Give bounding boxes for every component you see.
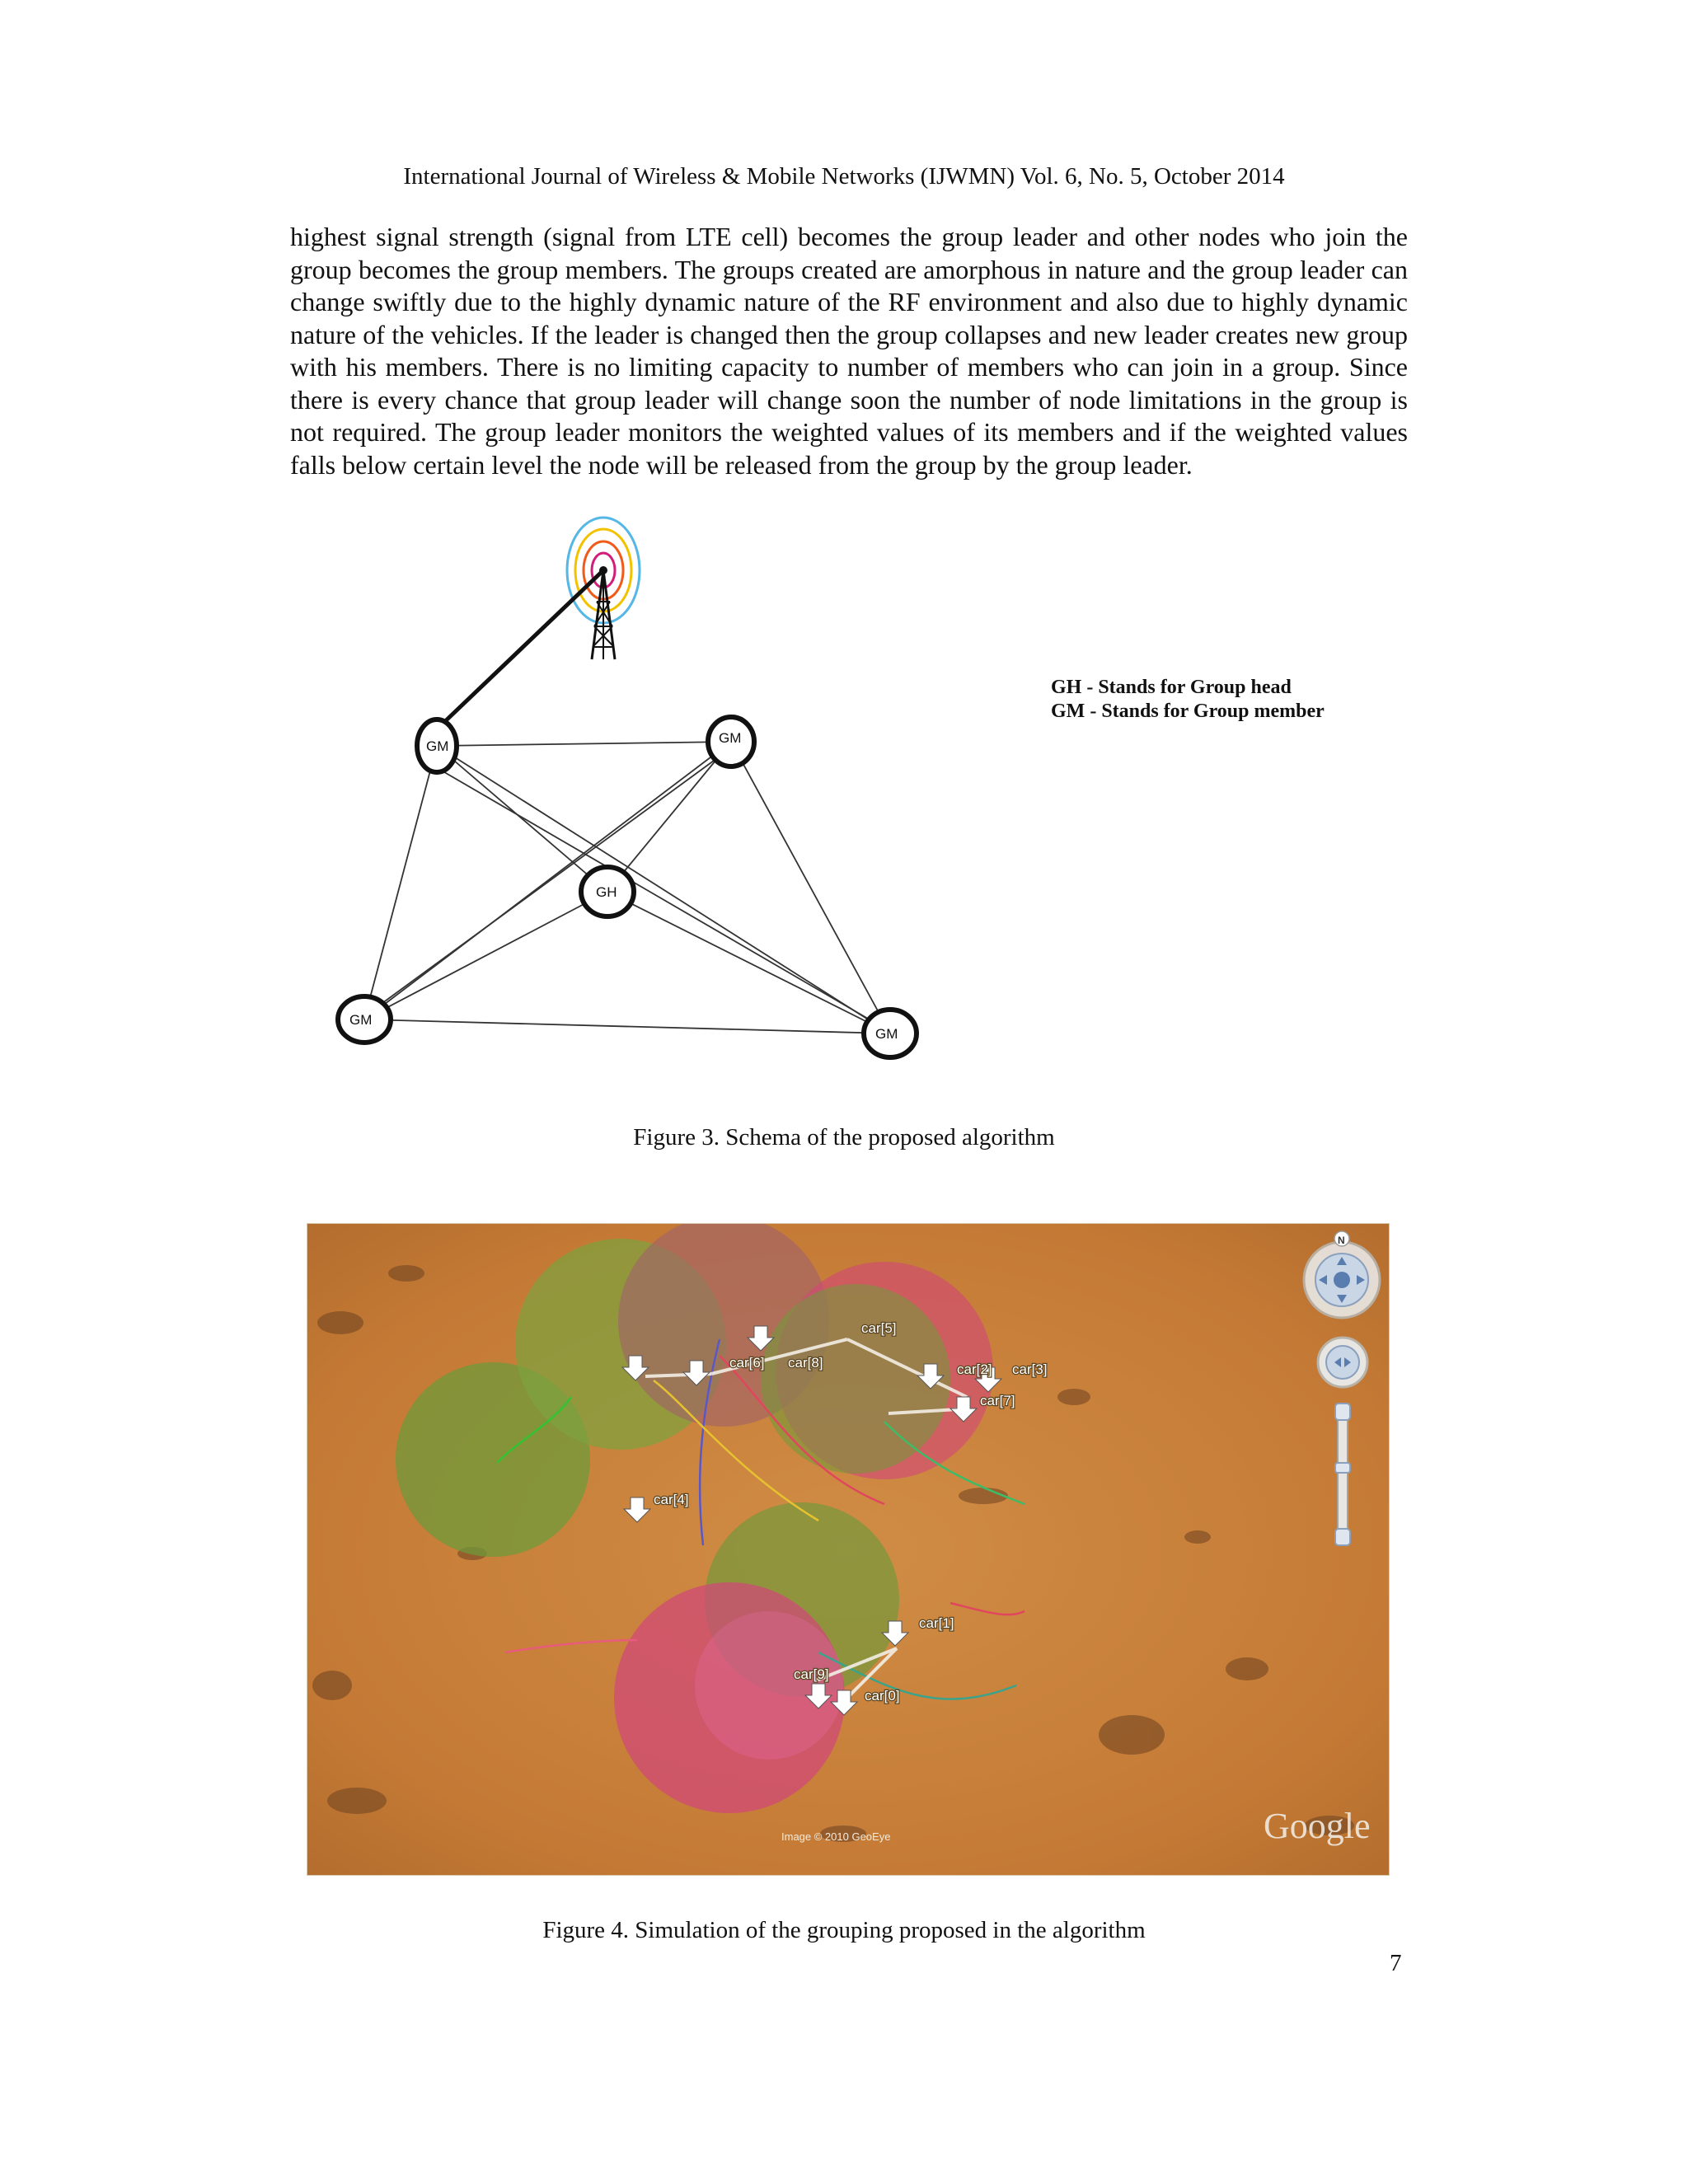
body-paragraph: highest signal strength (signal from LTE cell) becomes the group leader and other nodes who join the group becomes the group members. The groups created are amorphous in nature and the group leader can change swiftly due to the highly dynamic nature of the RF environment and also due to highly dynamic nature of the vehicles. If the leader is changed then the group collapses and new leader creates new group with his members. There is no limiting capacity to number of members who can join in a group. Since there is every chance that group leader will change soon the number of node limitations in the group is not required. The group leader monitors the weighted values of its members and if the weighted values falls below certain level the node will be released from the group by the group leader. [290, 222, 1408, 480]
figure-4-caption: Figure 4. Simulation of the grouping proposed in the algorithm [542, 1917, 1146, 1943]
node-gm-bottom-right [864, 1010, 917, 1057]
figure-3-caption: Figure 3. Schema of the proposed algorithm [633, 1124, 1055, 1151]
label-car0: car[0] [865, 1688, 900, 1704]
page-number: 7 [1390, 1950, 1402, 1976]
label-car8: car[8] [788, 1355, 823, 1371]
zoom-slider-icon[interactable] [1335, 1404, 1350, 1545]
imagery-credit: Image © 2010 GeoEye [781, 1830, 891, 1843]
pan-control-icon[interactable] [1318, 1338, 1367, 1387]
svg-text:GH: GH [596, 884, 617, 900]
label-car4: car[4] [654, 1492, 689, 1507]
node-gh-center [581, 867, 634, 916]
node-gm-top-right [708, 717, 754, 766]
compass-north-label: N [1338, 1235, 1345, 1246]
label-car9: car[9] [794, 1666, 829, 1682]
node-gm-top-left [417, 719, 457, 772]
legend-gh: GH - Stands for Group head [1051, 677, 1292, 698]
tower-icon [567, 518, 640, 659]
figure-4-simulation-map [307, 1223, 1390, 1876]
label-car5: car[5] [861, 1320, 897, 1336]
figure-3-schema [321, 511, 1442, 1088]
tower-link [441, 570, 603, 725]
svg-text:GM: GM [426, 738, 449, 754]
label-car2: car[2] [957, 1361, 992, 1377]
legend-gm: GM - Stands for Group member [1051, 701, 1325, 722]
running-header: International Journal of Wireless & Mobile Networks (IJWMN) Vol. 6, No. 5, October 2014 [403, 163, 1285, 190]
svg-text:GM: GM [349, 1012, 373, 1028]
google-logo: Google [1264, 1806, 1371, 1846]
svg-text:GM: GM [875, 1026, 898, 1042]
label-car7: car[7] [980, 1393, 1015, 1408]
svg-text:GM: GM [719, 730, 742, 746]
node-gm-bottom-left [338, 996, 391, 1043]
label-car3: car[3] [1012, 1361, 1048, 1377]
label-car1: car[1] [919, 1615, 954, 1631]
label-car6: car[6] [729, 1355, 765, 1371]
